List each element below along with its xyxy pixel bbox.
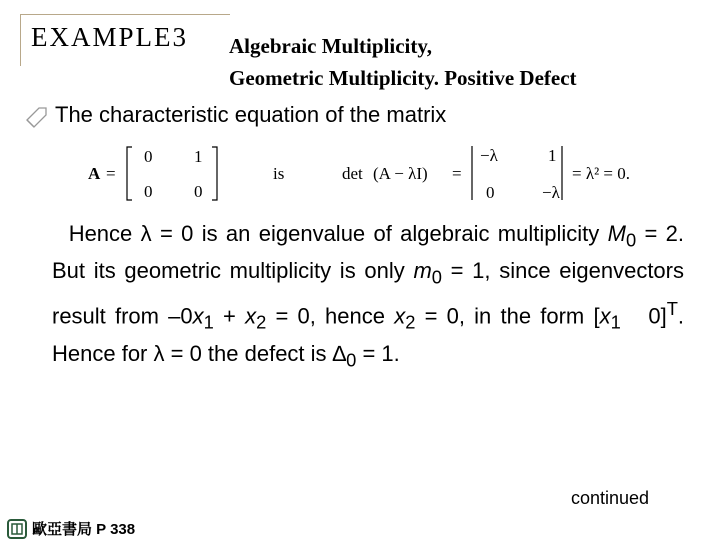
body-text-9: = 1. — [356, 340, 400, 366]
matrix-entry-11: 0 — [144, 147, 153, 166]
equals-sign-2: = — [452, 164, 462, 183]
slide-title-line1: Algebraic Multiplicity, — [229, 34, 432, 58]
body-text-2: = 2. But its geometric multiplicity is only — [52, 221, 691, 284]
sup-T: T — [666, 297, 678, 319]
continued-label: continued — [571, 488, 650, 508]
var-M: M — [607, 221, 626, 246]
body-text-8: . Hence for λ = 0 the defect is ∆ — [52, 303, 691, 366]
body-text-3: = 1, since eigenvectors result from –0 — [52, 258, 691, 329]
det-word: det — [342, 164, 363, 183]
sub-x1-b: 1 — [610, 311, 621, 333]
body-text-6: = 0, in the form [ — [415, 303, 600, 329]
slide-title — [229, 30, 577, 94]
var-x1: x — [192, 303, 204, 329]
matrix-entry-21: 0 — [144, 182, 153, 201]
body-text-1: Hence λ = 0 is an eigenvalue of algebraic multiplicity — [52, 221, 608, 246]
intro-text: The characteristic equation of the matrix — [55, 102, 447, 127]
sub-x2-b: 2 — [405, 311, 416, 333]
equation-rhs: = λ² = 0. — [572, 164, 631, 183]
example-label: EXAMPLE3 — [31, 22, 188, 52]
sub-M: 0 — [625, 229, 637, 251]
body-text-7: 0] — [620, 303, 667, 329]
det-entry-22: −λ — [542, 183, 560, 202]
var-x1-b: x — [599, 303, 611, 329]
equals-sign-1: = — [106, 164, 116, 183]
var-m: m — [413, 258, 432, 284]
sub-m: 0 — [431, 266, 442, 288]
characteristic-equation — [88, 142, 668, 204]
det-argument: (A − λI) — [373, 164, 428, 183]
matrix-entry-22: 0 — [194, 182, 203, 201]
title-frame-left — [20, 14, 21, 66]
body-paragraph — [52, 218, 691, 375]
sub-defect: 0 — [346, 348, 357, 370]
body-text-5: = 0, hence — [266, 303, 395, 329]
matrix-bracket-right — [212, 147, 217, 200]
var-x2-b: x — [394, 303, 406, 329]
matrix-symbol: A — [88, 164, 101, 183]
var-x2: x — [245, 303, 257, 329]
footer-reference: 歐亞書局 P 338 — [32, 521, 136, 538]
sub-x1: 1 — [203, 311, 214, 333]
diamond-bullet-icon — [24, 103, 50, 129]
title-frame-top — [20, 14, 230, 15]
det-entry-12: 1 — [548, 146, 557, 165]
is-word: is — [273, 164, 285, 183]
publisher-logo-icon — [6, 518, 28, 540]
matrix-bracket-left — [127, 147, 132, 200]
body-text-4: + — [213, 303, 246, 329]
det-entry-21: 0 — [486, 183, 495, 202]
sub-x2: 2 — [256, 311, 267, 333]
slide-title-line2: Geometric Multiplicity. Positive Defect — [229, 66, 577, 90]
det-entry-11: −λ — [480, 146, 498, 165]
matrix-entry-12: 1 — [194, 147, 203, 166]
